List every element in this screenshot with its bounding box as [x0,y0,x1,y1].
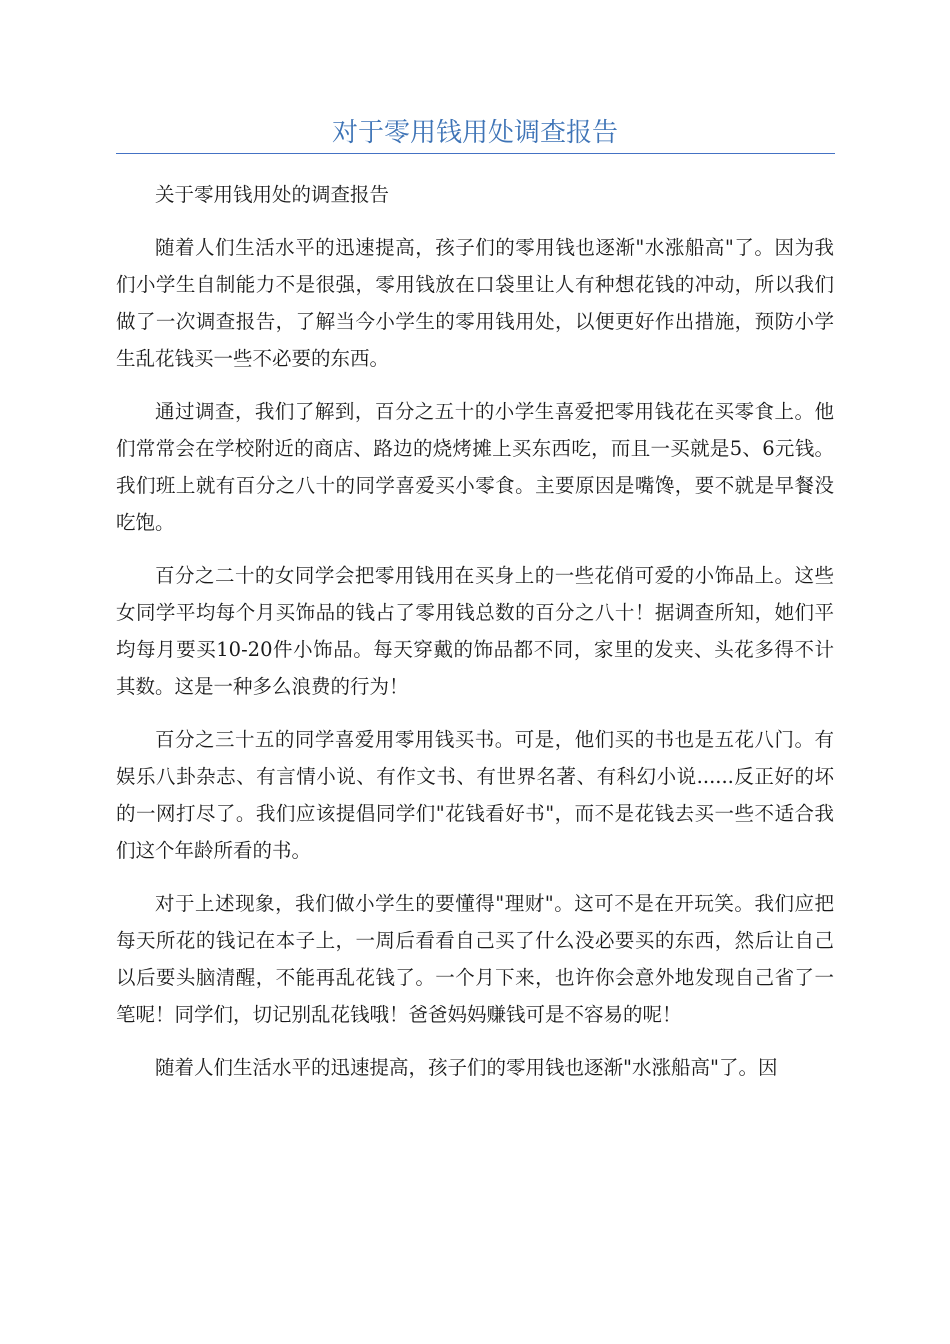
paragraph-6: 随着人们生活水平的迅速提高，孩子们的零用钱也逐渐"水涨船高"了。因 [155,1056,778,1079]
document-subtitle: 关于零用钱用处的调查报告 [155,183,390,206]
paragraph-3: 百分之二十的女同学会把零用钱用在买身上的一些花俏可爱的小饰品上。这些女同学平均每个月买饰品的钱占了零用钱总数的百分之八十！据调查所知，她们平均每月要买10-20件小饰品。每天穿戴的饰品都不同，家里的发夹、头花多得不计其数。这是一种多么浪费的行为！ [116,564,834,698]
paragraph-5: 对于上述现象，我们做小学生的要懂得"理财"。这可不是在开玩笑。我们应把每天所花的钱记在本子上，一周后看看自己买了什么没必要买的东西，然后让自己以后要头脑清醒，不能再乱花钱了。一个月下来，也许你会意外地发现自己省了一笔呢！同学们，切记别乱花钱哦！爸爸妈妈赚钱可是不容易的呢！ [116,892,834,1026]
paragraph-1: 随着人们生活水平的迅速提高，孩子们的零用钱也逐渐"水涨船高"了。因为我们小学生自制能力不是很强，零用钱放在口袋里让人有种想花钱的冲动，所以我们做了一次调查报告，了解当今小学生的零用钱用处，以便更好作出措施，预防小学生乱花钱买一些不必要的东西。 [116,236,834,370]
title-divider [116,153,835,154]
document-title: 对于零用钱用处调查报告 [331,118,618,148]
document-body [116,176,834,1102]
paragraph-2: 通过调查，我们了解到，百分之五十的小学生喜爱把零用钱花在买零食上。他们常常会在学校附近的商店、路边的烧烤摊上买东西吃，而且一买就是5、6元钱。我们班上就有百分之八十的同学喜爱买小零食。主要原因是嘴馋，要不就是早餐没吃饱。 [116,400,834,534]
paragraph-4: 百分之三十五的同学喜爱用零用钱买书。可是，他们买的书也是五花八门。有娱乐八卦杂志、有言情小说、有作文书、有世界名著、有科幻小说......反正好的坏的一网打尽了。我们应该提倡同学们"花钱看好书"，而不是花钱去买一些不适合我们这个年龄所看的书。 [116,728,834,862]
